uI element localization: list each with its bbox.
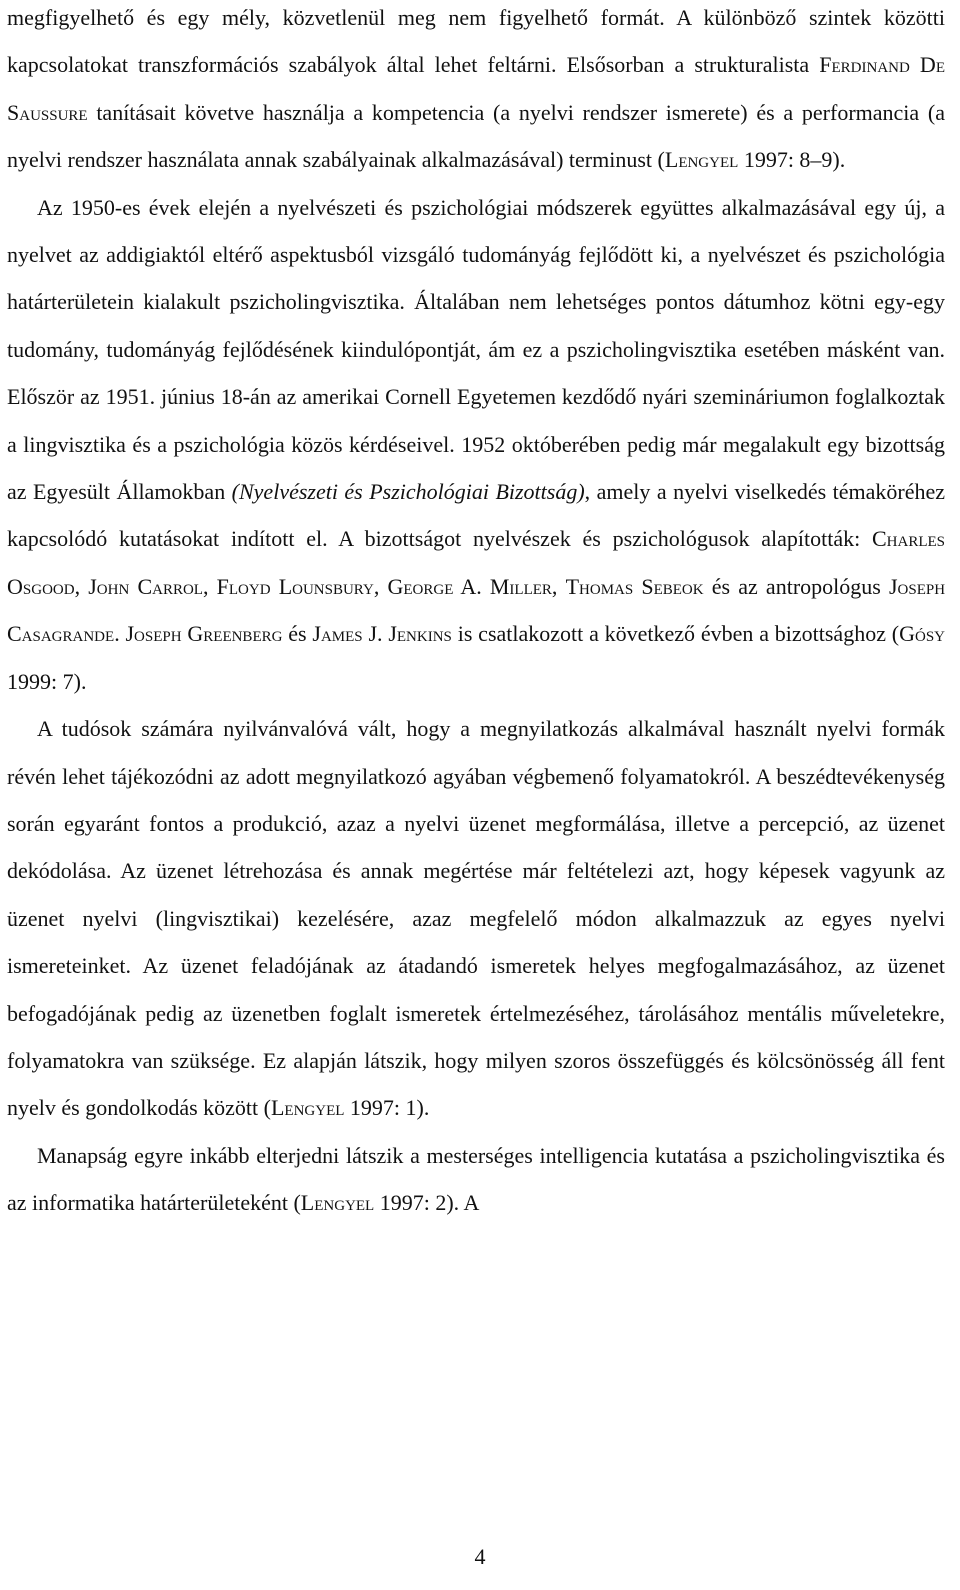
text-run: , (202, 573, 217, 599)
author-name: Joseph Greenberg (125, 621, 283, 647)
author-name: Thomas Sebeok (565, 573, 704, 599)
text-run: A tudósok számára nyilvánvalóvá vált, hogy a megnyilatkozás alkalmával használt nyelvi formák révén lehet tájékozódni az adott megnyilatkozó agyában végbemenő folyamatokról. A beszédtevékenység során egyaránt fontos a produkció, azaz a nyelvi üzenet megformálása, illetve a percepció, az üzenet dekódolása. Az üzenet létrehozása és annak megértése már feltételezi azt, hogy képesek vagyunk az üzenet nyelvi (lingvisztikai) kezelésére, azaz megfelelő módon alkalmazzuk az egyes nyelvi ismereteinket. Az üzenet feladójának az átadandó ismeretek helyes megfogalmazásához, az üzenet befogadójának pedig az üzenetben foglalt ismeretek értelmezéséhez, tárolásához mentális műveletekre, folyamatokra van szüksége. Ez alapján látszik, hogy milyen szoros összefüggés és kölcsönösség áll fent nyelv és gondolkodás között ( (7, 716, 945, 1121)
text-run: . (114, 621, 126, 647)
paragraph (7, 1132, 945, 1227)
text-run: , (373, 573, 388, 599)
author-name: Joseph Casagrande (7, 573, 946, 647)
page-number: 4 (474, 1544, 486, 1569)
text-run: Manapság egyre inkább elterjedni látszik a mesterséges intelligencia kutatása a pszicholingvisztika és az informatika határterületeként ( (7, 1142, 945, 1216)
text-run: megfigyelhető és egy mély, közvetlenül meg nem figyelhető formát. A különböző szintek közötti kapcsolatokat transzformációs szabályok által lehet feltárni. Elsősorban a strukturalista (7, 5, 945, 78)
author-name: George A. Miller (387, 573, 552, 599)
author-name: Lengyel (664, 147, 739, 173)
text-run: és az antropológus (703, 573, 889, 599)
text-run: , (74, 573, 89, 599)
text-run: 1997: 1). (344, 1095, 430, 1121)
body-text (7, 0, 945, 1227)
text-run: 1999: 7). (7, 668, 87, 694)
text-run: és (282, 621, 313, 647)
italic-title: (Nyelvészeti és Pszichológiai Bizottság) (231, 479, 585, 505)
author-name: Charles Osgood (7, 526, 945, 599)
text-run: 1997: 8–9). (738, 147, 846, 173)
text-run: , amely a nyelvi viselkedés témaköréhez kapcsolódó kutatásokat indított el. A bizottságot nyelvészek és pszichológusok alapították: (7, 479, 946, 552)
text-run: 1997: 2). A (374, 1190, 480, 1216)
author-name: Lengyel (270, 1095, 345, 1121)
author-name: John Carrol (88, 573, 203, 599)
author-name: Gósy (899, 621, 946, 647)
paragraph (7, 184, 945, 705)
paragraph (7, 0, 945, 184)
author-name: James J. Jenkins (312, 621, 452, 647)
paragraph (7, 705, 945, 1132)
author-name: Floyd Lounsbury (216, 573, 374, 599)
text-run: , (551, 573, 566, 599)
author-name: Lengyel (300, 1190, 375, 1216)
author-name: Ferdinand De Saussure (7, 52, 945, 125)
text-run: Az 1950-es évek elején a nyelvészeti és pszichológiai módszerek együttes alkalmazásával egy új, a nyelvet az addigiaktól eltérő aspektusból vizsgáló tudományág fejlődött ki, a nyelvészet és pszichológia határterületein kialakult pszicholingvisztika. Általában nem lehetséges pontos dátumhoz kötni egy-egy tudomány, tudományág fejlődésének kiindulópontját, ám ez a pszicholingvisztika esetében másként van. Először az 1951. június 18-án az amerikai Cornell Egyetemen kezdődő nyári szemináriumon foglalkoztak a lingvisztika és a pszichológia közös kérdéseivel. 1952 októberében pedig már megalakult egy bizottság az Egyesült Államokban (7, 194, 945, 505)
text-run: is csatlakozott a következő évben a bizottsághoz ( (451, 621, 900, 647)
text-run: tanításait követve használja a kompetencia (a nyelvi rendszer ismerete) és a performancia (a nyelvi rendszer használata annak szabályainak alkalmazásával) terminust ( (7, 99, 945, 173)
